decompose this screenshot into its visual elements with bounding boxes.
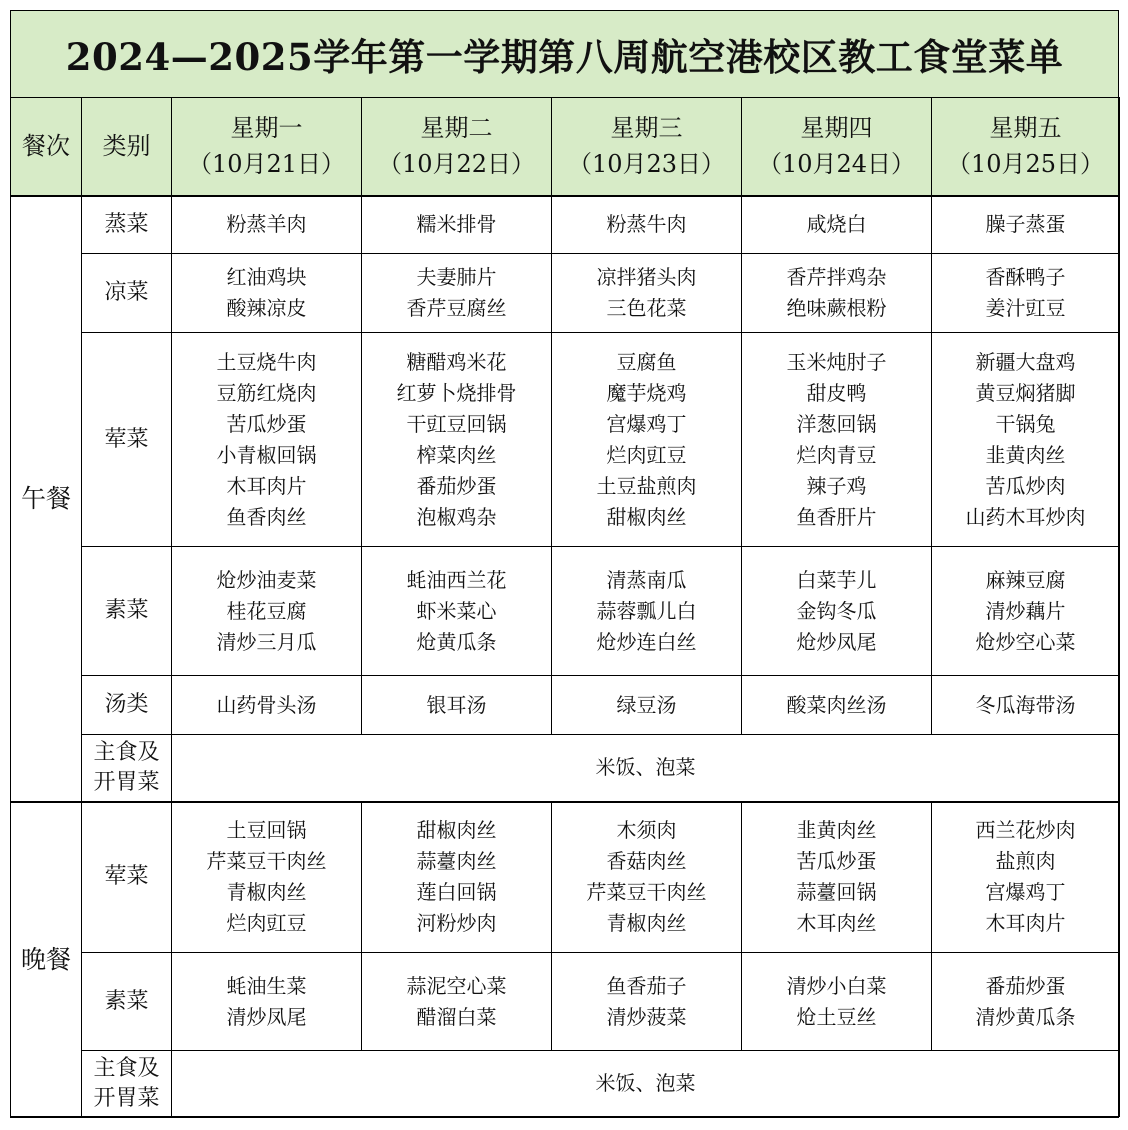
dish-item: 盐煎肉 <box>995 849 1056 874</box>
dish-item: 蒜泥空心菜 <box>406 973 507 998</box>
dish-item: 清炒三月瓜 <box>216 629 317 654</box>
category-column-header: 类别 <box>82 98 172 196</box>
dish-item: 烂肉豇豆 <box>226 911 307 936</box>
dish-item: 韭黄肉丝 <box>796 818 877 843</box>
dish-item: 豆腐鱼 <box>616 349 677 374</box>
category-cell: 素菜 <box>82 547 172 676</box>
dish-item: 蚝油生菜 <box>226 973 307 998</box>
dish-item: 玉米炖肘子 <box>786 349 887 374</box>
dish-item: 清炒藕片 <box>985 598 1066 623</box>
meal-column-header: 餐次 <box>11 98 82 196</box>
dish-item: 木须肉 <box>616 818 677 843</box>
dish-item: 番茄炒蛋 <box>416 473 497 498</box>
day-name: 星期二 <box>420 114 493 143</box>
dish-item: 鱼香肉丝 <box>226 504 307 529</box>
category-line: 主食及 <box>93 1055 160 1081</box>
dish-item: 土豆回锅 <box>226 818 307 843</box>
dish-item: 醋溜白菜 <box>416 1004 497 1029</box>
dish-item: 苦瓜炒蛋 <box>226 411 307 436</box>
dish-item: 清蒸南瓜 <box>606 567 687 592</box>
dish-item: 韭黄肉丝 <box>985 442 1066 467</box>
dish-item: 炝炒连白丝 <box>596 629 697 654</box>
dish-item: 鱼香茄子 <box>606 973 687 998</box>
dish-item: 山药骨头汤 <box>216 692 317 717</box>
dish-item: 魔芋烧鸡 <box>606 380 687 405</box>
dish-item: 莲白回锅 <box>416 880 497 905</box>
category-cell: 汤类 <box>82 676 172 735</box>
dish-item: 蒜薹回锅 <box>796 880 877 905</box>
dish-item: 白菜芋儿 <box>796 567 877 592</box>
dish-item: 凉拌猪头肉 <box>596 265 697 289</box>
dish-item: 夫妻肺片 <box>416 265 497 289</box>
day-date: （10月24日） <box>757 150 916 179</box>
dish-item: 红油鸡块 <box>226 265 307 289</box>
dish-item: 香芹拌鸡杂 <box>786 265 887 289</box>
dish-item: 木耳肉片 <box>985 911 1066 936</box>
dish-item: 炝炒空心菜 <box>975 629 1076 654</box>
dish-item: 新疆大盘鸡 <box>975 349 1076 374</box>
dish-item: 苦瓜炒肉 <box>985 473 1066 498</box>
category-line: 开胃菜 <box>93 769 160 795</box>
dish-item: 炝炒凤尾 <box>796 629 877 654</box>
day-name: 星期五 <box>989 114 1062 143</box>
dish-item: 清炒凤尾 <box>226 1004 307 1029</box>
meal-label-dinner: 晚餐 <box>11 802 82 1117</box>
day-date: （10月23日） <box>567 150 726 179</box>
dish-item: 桂花豆腐 <box>226 598 307 623</box>
dish-item: 清炒黄瓜条 <box>975 1004 1076 1029</box>
dish-item: 河粉炒肉 <box>416 911 497 936</box>
day-name: 星期四 <box>800 114 873 143</box>
day-date: （10月21日） <box>187 150 346 179</box>
dish-item: 干豇豆回锅 <box>406 411 507 436</box>
dish-item: 木耳肉片 <box>226 473 307 498</box>
day-date: （10月22日） <box>377 150 536 179</box>
dish-item: 虾米菜心 <box>416 598 497 623</box>
staple-cell: 米饭、泡菜 <box>172 735 1120 802</box>
dish-item: 糯米排骨 <box>416 212 497 237</box>
category-cell: 荤菜 <box>82 802 172 953</box>
dish-item: 咸烧白 <box>806 212 867 237</box>
dish-item: 香菇肉丝 <box>606 849 687 874</box>
meal-label-lunch: 午餐 <box>11 196 82 802</box>
dish-item: 糖醋鸡米花 <box>406 349 507 374</box>
day-date: （10月25日） <box>946 150 1105 179</box>
dish-item: 西兰花炒肉 <box>975 818 1076 843</box>
dish-item: 金钩冬瓜 <box>796 598 877 623</box>
dish-item: 炝炒油麦菜 <box>216 567 317 592</box>
dish-item: 青椒肉丝 <box>226 880 307 905</box>
dish-item: 酸辣凉皮 <box>226 296 307 320</box>
dish-item: 烂肉豇豆 <box>606 442 687 467</box>
dish-item: 绝味蕨根粉 <box>786 296 887 320</box>
dish-item: 洋葱回锅 <box>796 411 877 436</box>
dish-item: 苦瓜炒蛋 <box>796 849 877 874</box>
dish-item: 冬瓜海带汤 <box>975 692 1076 717</box>
dish-item: 蒜薹肉丝 <box>416 849 497 874</box>
category-cell: 荤菜 <box>82 333 172 547</box>
dish-item: 番茄炒蛋 <box>985 973 1066 998</box>
category-cell: 凉菜 <box>82 254 172 333</box>
dish-item: 土豆烧牛肉 <box>216 349 317 374</box>
dish-item: 山药木耳炒肉 <box>965 504 1086 529</box>
dish-item: 宫爆鸡丁 <box>606 411 687 436</box>
dish-item: 香酥鸭子 <box>985 265 1066 289</box>
dish-item: 绿豆汤 <box>616 692 677 717</box>
dish-item: 姜汁豇豆 <box>985 296 1066 320</box>
dish-item: 芹菜豆干肉丝 <box>586 880 707 905</box>
dish-item: 粉蒸牛肉 <box>606 212 687 237</box>
dish-item: 木耳肉丝 <box>796 911 877 936</box>
dish-item: 干锅兔 <box>995 411 1056 436</box>
dish-item: 粉蒸羊肉 <box>226 212 307 237</box>
dish-item: 泡椒鸡杂 <box>416 504 497 529</box>
dish-item: 榨菜肉丝 <box>416 442 497 467</box>
dish-item: 甜椒肉丝 <box>416 818 497 843</box>
dish-item: 黄豆焖猪脚 <box>975 380 1076 405</box>
dish-item: 甜皮鸭 <box>806 380 867 405</box>
dish-item: 青椒肉丝 <box>606 911 687 936</box>
dish-item: 蚝油西兰花 <box>406 567 507 592</box>
dish-item: 清炒菠菜 <box>606 1004 687 1029</box>
category-line: 开胃菜 <box>93 1085 160 1111</box>
dish-item: 小青椒回锅 <box>216 442 317 467</box>
category-cell: 蒸菜 <box>82 196 172 254</box>
dish-item: 芹菜豆干肉丝 <box>206 849 327 874</box>
dish-item: 宫爆鸡丁 <box>985 880 1066 905</box>
dish-item: 炝土豆丝 <box>796 1004 877 1029</box>
dish-item: 银耳汤 <box>426 692 487 717</box>
dish-item: 土豆盐煎肉 <box>596 473 697 498</box>
dish-item: 臊子蒸蛋 <box>985 212 1066 237</box>
dish-item: 清炒小白菜 <box>786 973 887 998</box>
category-cell: 素菜 <box>82 953 172 1051</box>
dish-item: 红萝卜烧排骨 <box>396 380 517 405</box>
dish-item: 香芹豆腐丝 <box>406 296 507 320</box>
day-name: 星期三 <box>610 114 683 143</box>
dish-item: 三色花菜 <box>606 296 687 320</box>
outer-frame <box>10 10 1119 1118</box>
menu-title: 2024—2025学年第一学期第八周航空港校区教工食堂菜单 <box>10 10 1119 98</box>
dish-item: 烂肉青豆 <box>796 442 877 467</box>
dish-item: 酸菜肉丝汤 <box>786 692 887 717</box>
dish-item: 甜椒肉丝 <box>606 504 687 529</box>
staple-cell: 米饭、泡菜 <box>172 1051 1120 1117</box>
dish-item: 蒜蓉瓢儿白 <box>596 598 697 623</box>
day-name: 星期一 <box>230 114 303 143</box>
category-line: 主食及 <box>93 739 160 765</box>
dish-item: 麻辣豆腐 <box>985 567 1066 592</box>
dish-item: 鱼香肝片 <box>796 504 877 529</box>
dish-item: 炝黄瓜条 <box>416 629 497 654</box>
dish-item: 辣子鸡 <box>806 473 867 498</box>
dish-item: 豆筋红烧肉 <box>216 380 317 405</box>
